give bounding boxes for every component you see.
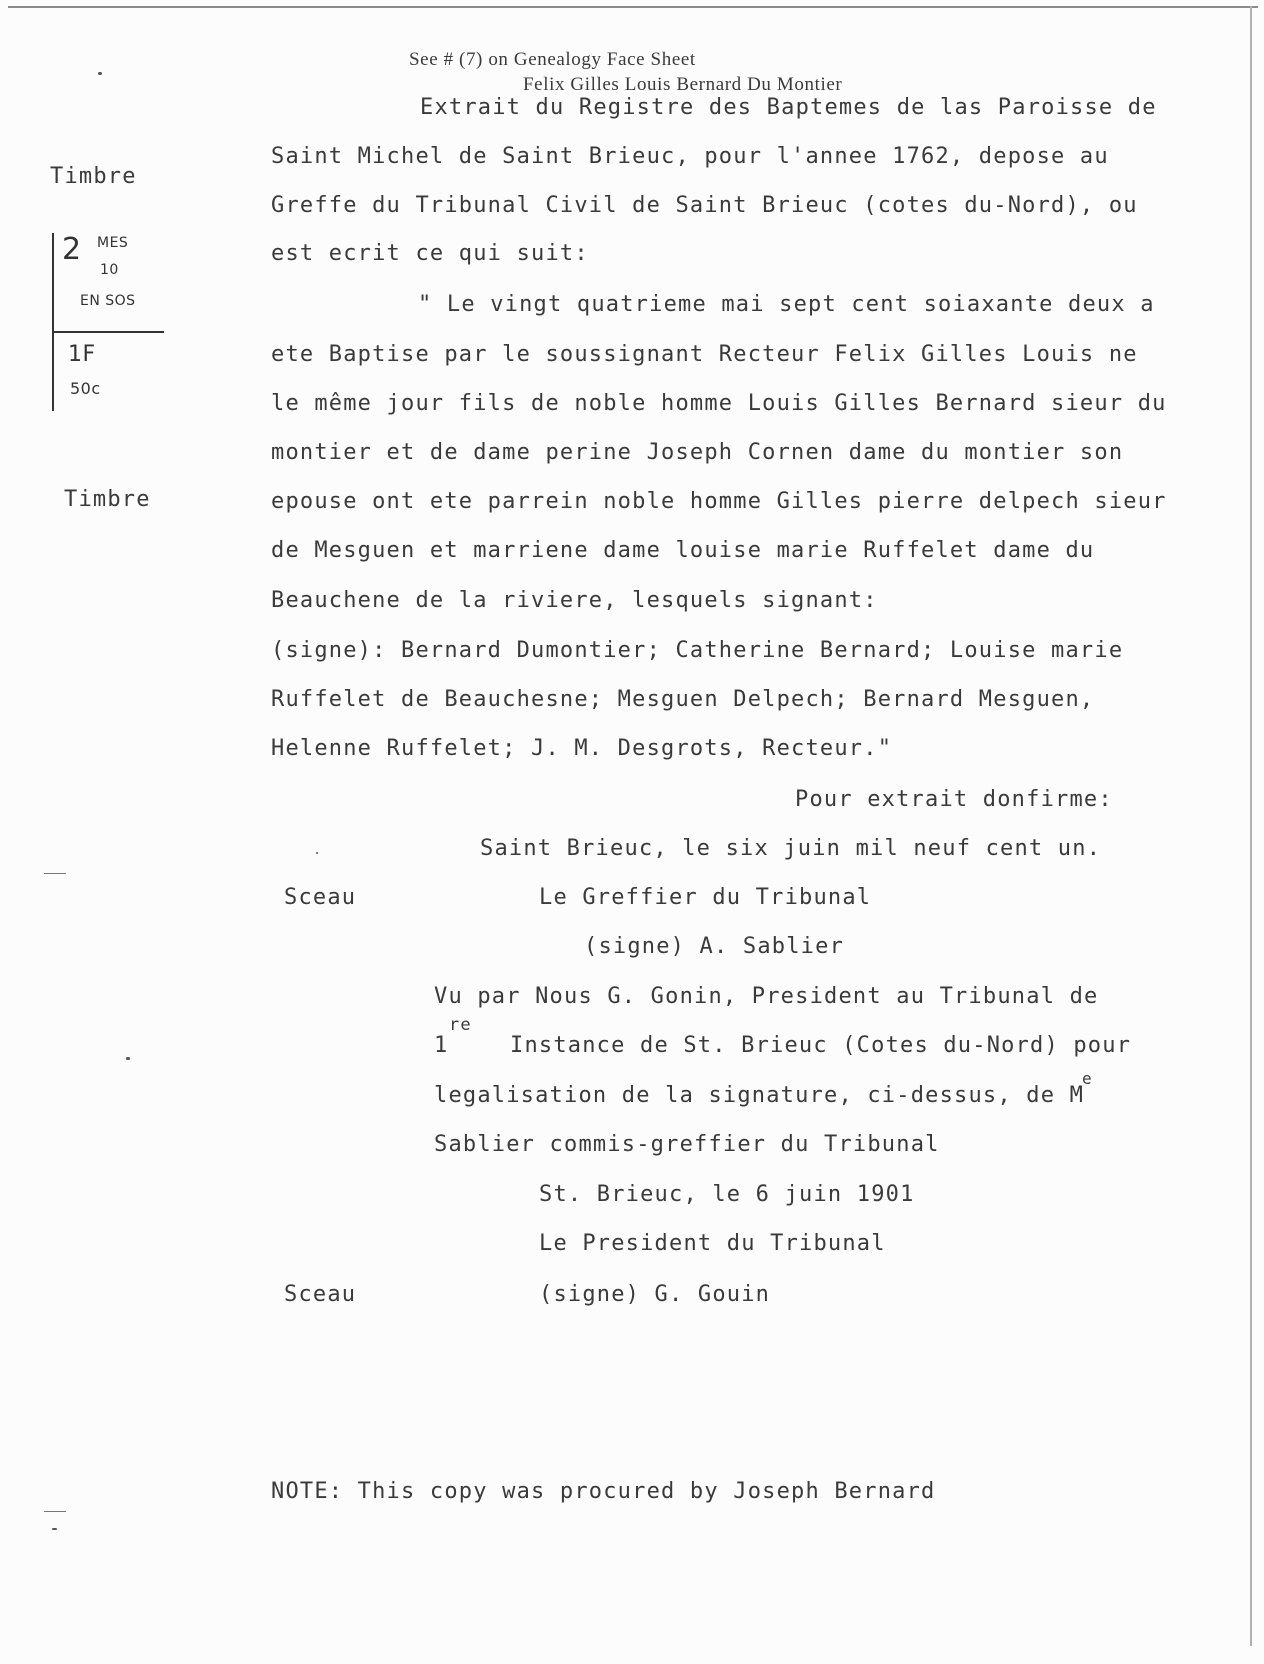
vu-line-1: Vu par Nous G. Gonin, President au Tribunal de: [434, 984, 1099, 1009]
body-line-5: " Le vingt quatrieme mai sept cent soiaxante deux a: [418, 292, 1155, 317]
president-title: Le President du Tribunal: [539, 1231, 886, 1256]
stamp-bracket-line: [52, 233, 54, 411]
sceau-label-2: Sceau: [284, 1282, 357, 1307]
body-line-10: de Mesguen et marriene dame louise marie Ruffelet dame du: [271, 538, 1095, 563]
body-line-3: Greffe du Tribunal Civil de Saint Brieuc (cotes du-Nord), ou: [271, 193, 1138, 218]
body-line-2: Saint Michel de Saint Brieuc, pour l'annee 1762, depose au: [271, 144, 1109, 169]
body-line-9: epouse ont ete parrein noble homme Gilles pierre delpech sieur: [271, 489, 1167, 514]
sceau-label-1: Sceau: [284, 885, 357, 910]
body-line-4: est ecrit ce qui suit:: [271, 241, 589, 266]
header-name: Felix Gilles Louis Bernard Du Montier: [523, 74, 843, 95]
place-date-2: St. Brieuc, le 6 juin 1901: [539, 1182, 915, 1207]
scan-mark: [44, 1511, 66, 1512]
stamp-mark-1f: 1F: [68, 342, 96, 367]
place-date-1: Saint Brieuc, le six juin mil neuf cent un.: [480, 836, 1102, 861]
scan-edge-top: [8, 6, 1258, 8]
stamp-mark-10: 10: [100, 262, 119, 278]
timbre-label-1: Timbre: [50, 164, 137, 189]
scan-mark: [44, 873, 66, 874]
body-line-12: (signe): Bernard Dumontier; Catherine Bernard; Louise marie: [271, 638, 1124, 663]
scan-speck: [126, 1057, 130, 1060]
body-line-1: Extrait du Registre des Baptemes de las Paroisse de: [420, 95, 1157, 120]
scan-speck: [98, 72, 102, 75]
header-reference: See # (7) on Genealogy Face Sheet: [409, 49, 696, 70]
vu-line-2-superscript: re: [449, 1015, 472, 1035]
body-line-11: Beauchene de la riviere, lesquels signant:: [271, 588, 878, 613]
scan-edge-right: [1250, 6, 1252, 1646]
scan-speck: [316, 852, 318, 854]
vu-line-4: Sablier commis-greffier du Tribunal: [434, 1132, 940, 1157]
body-line-13: Ruffelet de Beauchesne; Mesguen Delpech; Bernard Mesguen,: [271, 687, 1095, 712]
timbre-label-2: Timbre: [64, 487, 151, 512]
scan-speck: [52, 1528, 57, 1530]
stamp-mark-2: 2: [62, 232, 82, 267]
stamp-mark-50c: 50c: [70, 379, 101, 398]
footer-note: NOTE: This copy was procured by Joseph Bernard: [271, 1479, 936, 1504]
vu-line-2-prefix: 1: [434, 1033, 449, 1058]
stamp-mark-mes: MES: [97, 235, 129, 251]
stamp-mark-en-sos: EN SOS: [80, 293, 136, 309]
body-line-7: le même jour fils de noble homme Louis Gilles Bernard sieur du: [271, 391, 1167, 416]
vu-line-2: Instance de St. Brieuc (Cotes du-Nord) pour: [510, 1033, 1132, 1058]
stamp-divider-line: [52, 331, 164, 333]
body-line-6: ete Baptise par le soussignant Recteur Felix Gilles Louis ne: [271, 342, 1138, 367]
greffier-signature: (signe) A. Sablier: [584, 934, 845, 959]
body-line-14: Helenne Ruffelet; J. M. Desgrots, Recteur.": [271, 736, 893, 761]
vu-line-3: legalisation de la signature, ci-dessus, de M: [434, 1083, 1085, 1108]
extract-confirm: Pour extrait donfirme:: [795, 787, 1113, 812]
vu-line-3-superscript: e: [1082, 1069, 1093, 1088]
president-signature: (signe) G. Gouin: [539, 1282, 771, 1307]
greffier-title: Le Greffier du Tribunal: [539, 885, 872, 910]
body-line-8: montier et de dame perine Joseph Cornen dame du montier son: [271, 440, 1124, 465]
